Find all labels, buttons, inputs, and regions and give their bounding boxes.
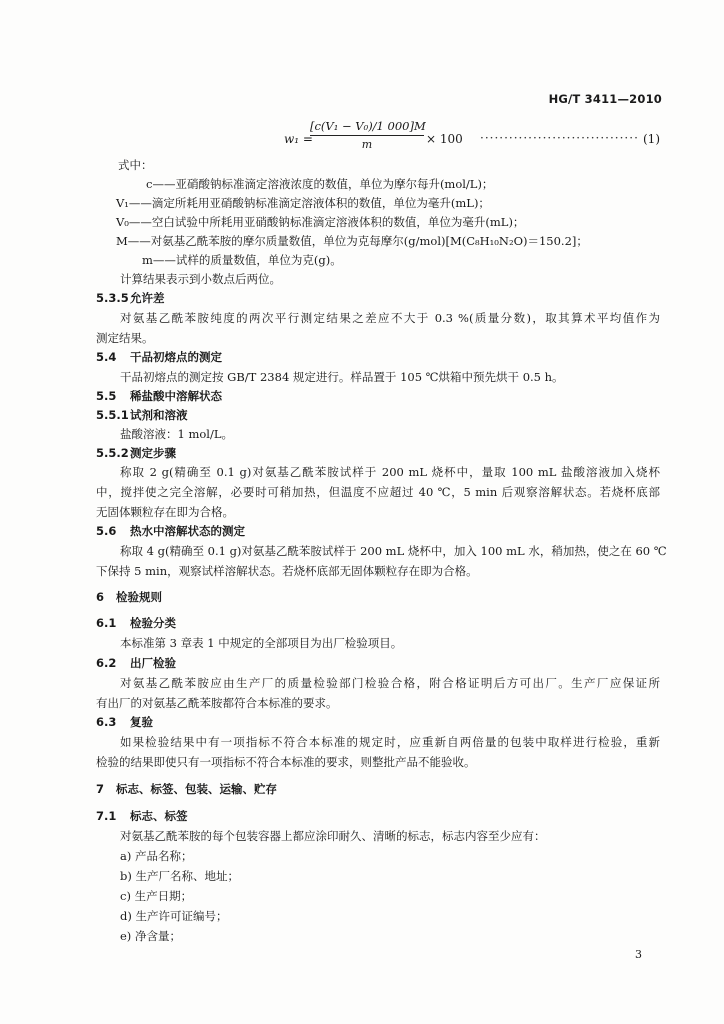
paragraph-7-1-line-1: 对氨基乙酰苯胺的每个包装容器上都应涂印耐久、清晰的标志，标志内容至少应有： xyxy=(120,829,546,843)
heading-5-3-5 xyxy=(96,290,165,306)
list-item: e) 净含量； xyxy=(120,929,181,943)
heading-number: 5.5 xyxy=(96,389,117,403)
heading-number: 6.1 xyxy=(96,616,117,630)
paragraph-5-3-5-line-2: 测定结果。 xyxy=(96,331,154,345)
heading-title: 稀盐酸中溶解状态 xyxy=(130,389,222,403)
heading-5-5-2 xyxy=(96,445,176,461)
heading-title: 热水中溶解状态的测定 xyxy=(130,524,245,538)
formula-numerator: [c(V₁ − V₀)/1 000]M xyxy=(310,119,426,133)
paragraph-5-5-2-line-2: 中，搅拌使之完全溶解，必要时可稍加热，但温度不应超过 40 ℃，5 min 后观察溶解状态。若烧杯底部 xyxy=(96,485,660,499)
heading-title: 检验规则 xyxy=(116,590,162,604)
heading-title: 标志、标签、包装、运输、贮存 xyxy=(116,782,277,796)
formula-1 xyxy=(284,119,660,159)
where-title: 式中： xyxy=(118,158,153,172)
where-item-v1: V₁——滴定所耗用亚硝酸钠标准滴定溶液体积的数值，单位为毫升(mL)； xyxy=(116,196,490,210)
heading-7-1 xyxy=(96,808,188,824)
heading-number: 6.3 xyxy=(96,715,117,729)
heading-title: 干品初熔点的测定 xyxy=(130,350,222,364)
paragraph-5-5-2-line-1: 称取 2 g(精确至 0.1 g)对氨基乙酰苯胺试样于 200 mL 烧杯中，量取 100 mL 盐酸溶液加入烧杯 xyxy=(120,465,660,479)
paragraph-6-3-line-1: 如果检验结果中有一项指标不符合本标准的规定时，应重新自两倍量的包装中取样进行检验，重新 xyxy=(120,735,660,749)
paragraph-5-5-1-line-1: 盐酸溶液：1 mol/L。 xyxy=(120,427,233,441)
heading-title: 检验分类 xyxy=(130,616,176,630)
heading-title: 测定步骤 xyxy=(130,446,176,460)
formula-leader: ································· xyxy=(480,131,639,145)
equation-number: (1) xyxy=(643,132,660,146)
formula-multiplier: × 100 xyxy=(426,132,463,146)
paragraph-5-6-line-2: 下保持 5 min，观察试样溶解状态。若烧杯底部无固体颗粒存在即为合格。 xyxy=(96,564,478,578)
heading-title: 试剂和溶液 xyxy=(130,408,188,422)
paragraph-5-4-line-1: 干品初熔点的测定按 GB/T 2384 规定进行。样品置于 105 ℃烘箱中预先烘干 0.5 h。 xyxy=(120,370,564,384)
paragraph-5-5-2-line-3: 无固体颗粒存在即为合格。 xyxy=(96,505,234,519)
heading-6-1 xyxy=(96,615,176,631)
paragraph-5-3-5-line-1: 对氨基乙酰苯胺纯度的两次平行测定结果之差应不大于 0.3 %(质量分数)，取其算术平均值作为 xyxy=(120,311,660,325)
heading-title: 复验 xyxy=(130,715,153,729)
heading-5-6 xyxy=(96,523,245,539)
list-item: a) 产品名称； xyxy=(120,849,193,863)
heading-number: 5.4 xyxy=(96,350,117,364)
list-item: b) 生产厂名称、地址； xyxy=(120,869,240,883)
where-item-m-molar: M——对氨基乙酰苯胺的摩尔质量数值，单位为克每摩尔(g/mol)[M(C₈H₁₀N₂O)＝150.2]； xyxy=(116,234,588,248)
heading-5-5-1 xyxy=(96,407,188,423)
heading-6-3 xyxy=(96,714,153,730)
heading-number: 5.6 xyxy=(96,524,117,538)
list-item: c) 生产日期； xyxy=(120,889,193,903)
heading-5-5 xyxy=(96,388,222,404)
where-item-v0: V₀——空白试验中所耗用亚硝酸钠标准滴定溶液体积的数值，单位为毫升(mL)； xyxy=(116,215,525,229)
heading-number: 7 xyxy=(96,782,105,796)
paragraph-6-2-line-2: 有出厂的对氨基乙酰苯胺都符合本标准的要求。 xyxy=(96,696,338,710)
list-item: d) 生产许可证编号； xyxy=(120,909,228,923)
formula-denominator: m xyxy=(361,138,373,151)
formula-lhs: w₁ = xyxy=(284,132,313,146)
formula-fraction xyxy=(310,119,424,151)
heading-title: 标志、标签 xyxy=(130,809,188,823)
where-item-m-mass: m——试样的质量数值，单位为克(g)。 xyxy=(142,253,342,267)
heading-number: 6.2 xyxy=(96,656,117,670)
heading-number: 5.5.2 xyxy=(96,446,129,460)
paragraph-5-6-line-1: 称取 4 g(精确至 0.1 g)对氨基乙酰苯胺试样于 200 mL 烧杯中，加入 100 mL 水，稍加热，使之在 60 ℃ xyxy=(120,544,667,558)
paragraph-6-1-line-1: 本标准第 3 章表 1 中规定的全部项目为出厂检验项目。 xyxy=(120,636,403,650)
heading-7 xyxy=(96,781,277,797)
heading-number: 7.1 xyxy=(96,809,117,823)
paragraph-6-3-line-2: 检验的结果即使只有一项指标不符合本标准的要求，则整批产品不能验收。 xyxy=(96,755,476,769)
standard-number: HG/T 3411—2010 xyxy=(548,92,662,106)
heading-number: 5.5.1 xyxy=(96,408,129,422)
heading-number: 5.3.5 xyxy=(96,291,129,305)
heading-title: 出厂检验 xyxy=(130,656,176,670)
heading-5-4 xyxy=(96,349,222,365)
paragraph-6-2-line-1: 对氨基乙酰苯胺应由生产厂的质量检验部门检验合格，附合格证明后方可出厂。生产厂应保证所 xyxy=(120,676,660,690)
heading-number: 6 xyxy=(96,590,105,604)
heading-title: 允许差 xyxy=(130,291,165,305)
heading-6-2 xyxy=(96,655,176,671)
heading-6 xyxy=(96,589,162,605)
page-number: 3 xyxy=(635,948,642,961)
result-note: 计算结果表示到小数点后两位。 xyxy=(120,272,281,286)
fraction-bar xyxy=(310,135,424,136)
where-item-c: c——亚硝酸钠标准滴定溶液浓度的数值，单位为摩尔每升(mol/L)； xyxy=(146,177,494,191)
